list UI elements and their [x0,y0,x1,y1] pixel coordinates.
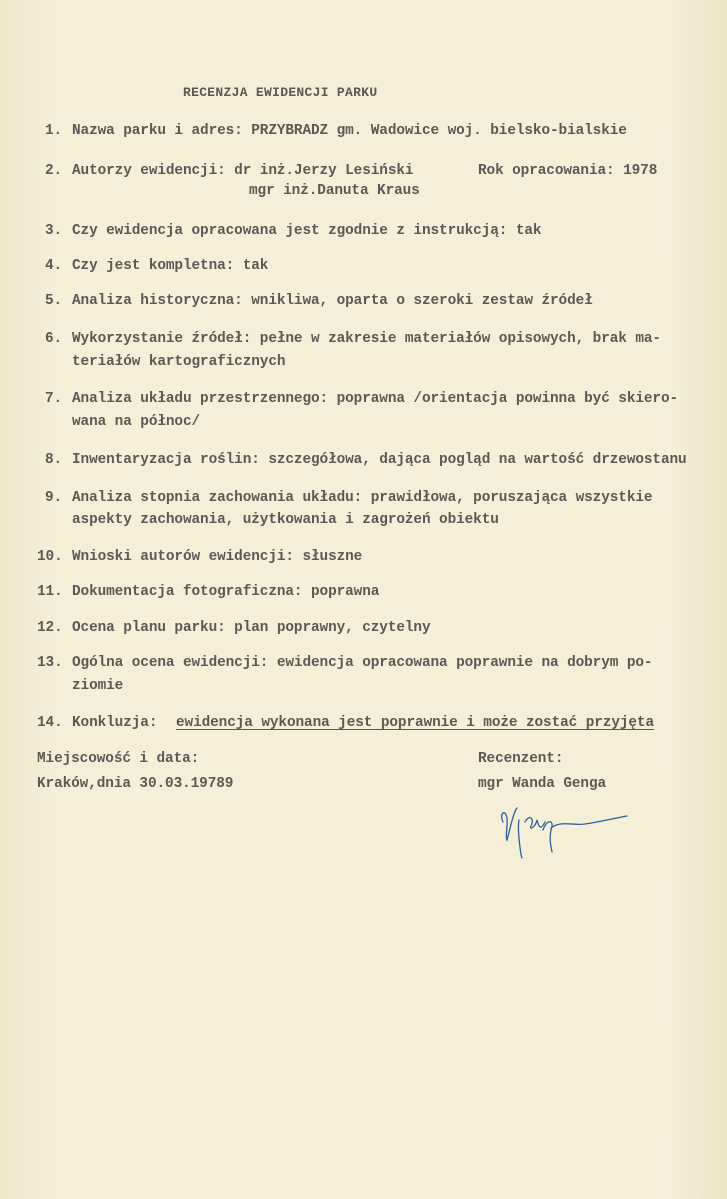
conclusion-text: ewidencja wykonana jest poprawnie i może zostać przyjęta [176,715,655,731]
item-text: mgr inż.Danuta Kraus [249,183,420,199]
item-text: Analiza stopnia zachowania układu: prawidłowa, poruszająca wszystkie [72,490,653,506]
item-number: 2. [45,163,63,179]
item-number: 10. [37,549,63,565]
place-date: Kraków,dnia 30.03.19789 [37,776,234,792]
place-label: Miejscowość i data: [37,751,200,767]
item-text: aspekty zachowania, użytkowania i zagrożeń obiektu [72,512,499,528]
item-text: ziomie [72,678,124,694]
item-number: 13. [37,655,63,671]
reviewer-name: mgr Wanda Genga [478,776,607,792]
item-text: teriałów kartograficznych [72,354,286,370]
item-text: Ocena planu parku: plan poprawny, czytelny [72,620,431,636]
conclusion-label: Konkluzja: [72,715,158,731]
item-number: 4. [45,258,63,274]
item-number: 7. [45,391,63,407]
year-of-preparation: Rok opracowania: 1978 [478,163,658,179]
item-text: Analiza historyczna: wnikliwa, oparta o szeroki zestaw źródeł [72,293,593,309]
item-number: 6. [45,331,63,347]
item-text: Czy ewidencja opracowana jest zgodnie z instrukcją: tak [72,223,542,239]
item-number: 3. [45,223,63,239]
item-text: wana na północ/ [72,414,201,430]
signature [495,800,635,860]
item-text: Czy jest kompletna: tak [72,258,269,274]
item-text: Wnioski autorów ewidencji: słuszne [72,549,363,565]
item-text: Wykorzystanie źródeł: pełne w zakresie materiałów opisowych, brak ma- [72,331,661,347]
item-number: 8. [45,452,63,468]
item-number: 11. [37,584,63,600]
item-number: 14. [37,715,63,731]
item-text: Dokumentacja fotograficzna: poprawna [72,584,380,600]
reviewer-label: Recenzent: [478,751,564,767]
item-text: Ogólna ocena ewidencji: ewidencja opracowana poprawnie na dobrym po- [72,655,653,671]
item-text: Inwentaryzacja roślin: szczegółowa, dająca pogląd na wartość drzewostanu [72,452,687,468]
item-number: 12. [37,620,63,636]
item-text: Analiza układu przestrzennego: poprawna /orientacja powinna być skiero- [72,391,679,407]
item-number: 9. [45,490,63,506]
item-number: 5. [45,293,63,309]
item-text: Autorzy ewidencji: dr inż.Jerzy Lesiński [72,163,414,179]
document-title: RECENZJA EWIDENCJI PARKU [183,85,378,100]
item-text: Nazwa parku i adres: PRZYBRADZ gm. Wadowice woj. bielsko-bialskie [72,123,627,139]
item-number: 1. [45,123,63,139]
